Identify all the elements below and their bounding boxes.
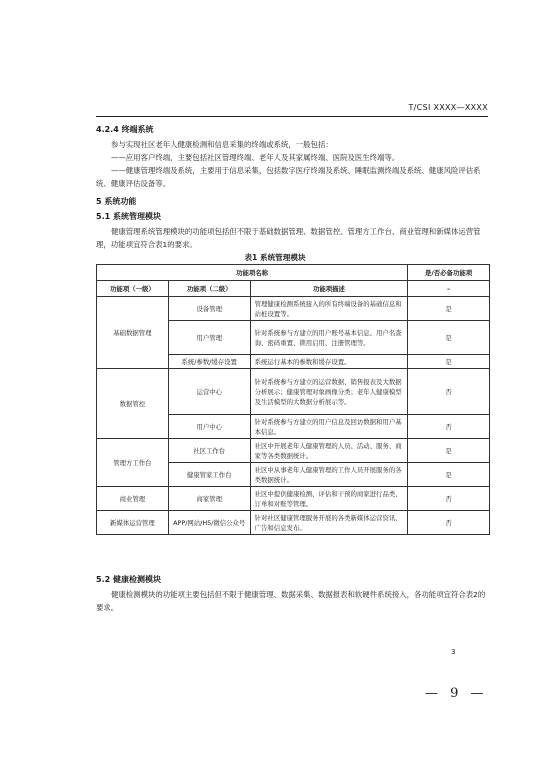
- section-5-2-heading: 5.2 健康检测模块: [96, 575, 161, 584]
- section-5-2-paragraph: 健康检测模块的功能项主要包括但不限于健康管理、数据采集、数据报表和软硬件系统接入，各功能项宜符合表2的要求。: [96, 590, 486, 612]
- group-cell: 数据管控: [97, 369, 169, 439]
- section-5-1-paragraph: 健康管理系统管理模块的功能项包括但不限于基础数据管理、数据管控、管理方工作台、商业管理和新媒体运营管理，功能项宜符合表1的要求。: [96, 227, 481, 249]
- description-cell: 针对社区健康管理服务开展的各类新媒体运营资讯、广告和信息发布。: [250, 511, 408, 535]
- level-2-cell: 用户中心: [168, 415, 250, 439]
- section-5-heading: 5 系统功能: [96, 197, 137, 206]
- header-function-name: 功能项名称: [97, 265, 408, 281]
- level-2-cell: 社区工作台: [168, 439, 250, 463]
- folio-number: — 9 —: [425, 686, 488, 701]
- table-row: [97, 297, 490, 321]
- subheader-required: –: [408, 281, 490, 297]
- description-cell: 社区中提供健康检测、评估和干预的商家进行品类、订单和对账等管理。: [250, 487, 408, 511]
- page-number: 3: [451, 648, 456, 656]
- required-cell: 否: [408, 487, 490, 511]
- section-4-2-4-heading: 4.2.4 终端系统: [96, 125, 154, 134]
- description-cell: 系统运行基本的参数和缓存设置。: [250, 355, 408, 369]
- table-1-caption: 表1 系统管理模块: [244, 253, 306, 262]
- section-5-1-heading: 5.1 系统管理模块: [96, 212, 161, 221]
- description-cell: 社区中开展老年人健康管理的人员、活动、服务、商家等各类数据统计。: [250, 439, 408, 463]
- group-cell: 商业管理: [97, 487, 169, 511]
- section-4-2-4-intro: 参与实现社区老年人健康检测和信息采集的终端或系统，一般包括：: [111, 140, 333, 149]
- level-2-cell: 商家管理: [168, 487, 250, 511]
- required-cell: 否: [408, 369, 490, 415]
- required-cell: 是: [408, 463, 490, 487]
- level-2-cell: 系统/参数/缓存设置: [168, 355, 250, 369]
- description-cell: 社区中从事老年人健康管理的工作人员开展服务的各类数据统计。: [250, 463, 408, 487]
- subheader-level-2: 功能项（二级）: [168, 281, 250, 297]
- subheader-level-1: 功能项（一级）: [97, 281, 169, 297]
- table-subheader-row: [97, 281, 490, 297]
- description-cell: 针对系统参与方建立的用户账号基本信息、用户名查询、密码重置、锁用启用、注册管理等。: [250, 321, 408, 355]
- required-cell: 是: [408, 297, 490, 321]
- level-2-cell: 运营中心: [168, 369, 250, 415]
- level-2-cell: 设备管理: [168, 297, 250, 321]
- level-2-cell: 健康管家工作台: [168, 463, 250, 487]
- required-cell: 是: [408, 321, 490, 355]
- group-cell: 基础数据管理: [97, 297, 169, 369]
- level-2-cell: APP/网站/H5/微信公众号: [168, 511, 250, 535]
- table-row: [97, 511, 490, 535]
- table-1: [96, 264, 490, 535]
- description-cell: 针对系统参与方建立的用户信息及回访数据和用户基本信息。: [250, 415, 408, 439]
- group-cell: 管理方工作台: [97, 439, 169, 487]
- subheader-description: 功能项描述: [250, 281, 408, 297]
- description-cell: 管理健康检测系统接入的所有终端设备的基础信息和站桩设置等。: [250, 297, 408, 321]
- table-row: [97, 369, 490, 415]
- header-rule: [96, 116, 488, 117]
- header-required: 是/否必备功能项: [408, 265, 490, 281]
- required-cell: 否: [408, 415, 490, 439]
- standard-code: T/CSI XXXX—XXXX: [408, 103, 488, 112]
- table-row: [97, 439, 490, 463]
- group-cell: 新媒体运营管理: [97, 511, 169, 535]
- level-2-cell: 用户管理: [168, 321, 250, 355]
- required-cell: 是: [408, 439, 490, 463]
- section-4-2-4-item-1: ——应用客户终端，主要包括社区管理终端、老年人及其家属终端、医院及医生终端等。: [111, 153, 400, 162]
- table-header-row: [97, 265, 490, 281]
- required-cell: 否: [408, 511, 490, 535]
- section-4-2-4-item-2: ——健康管理终端及系统，主要用于信息采集，包括数字医疗终端及系统、睡眠监测终端及系统、健康风险评估系统、健康评估设备等。: [96, 166, 481, 188]
- required-cell: 是: [408, 355, 490, 369]
- table-row: [97, 487, 490, 511]
- description-cell: 针对系统参与方建立的运营数据、销售报表及大数据分析展示；健康管理对象画像分类；老年人健康模型及生活模型的大数据分析展示等。: [250, 369, 408, 415]
